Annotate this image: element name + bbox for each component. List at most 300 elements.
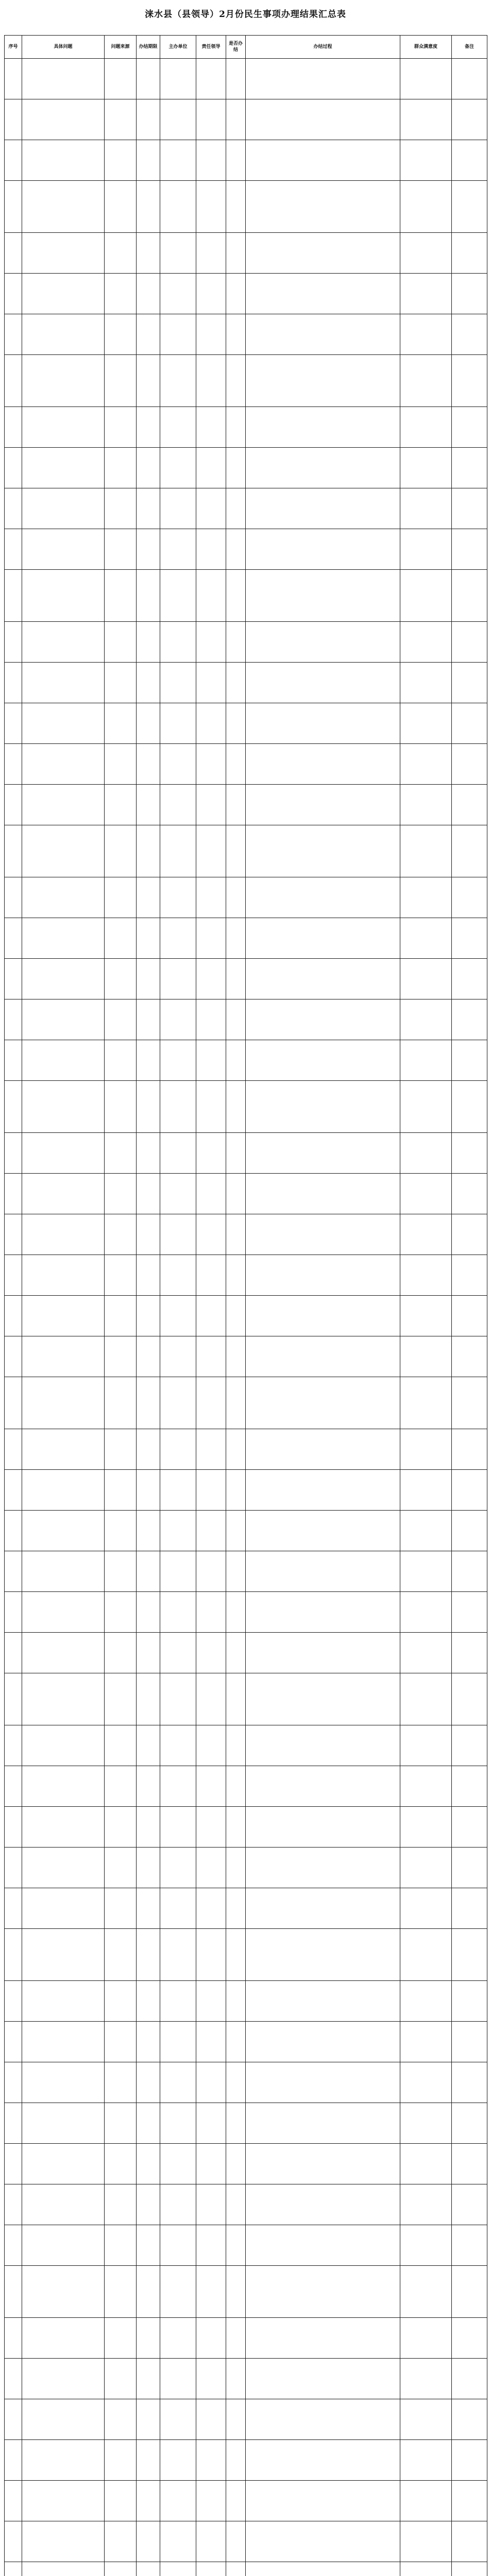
table-cell xyxy=(196,785,226,825)
table-cell xyxy=(226,999,246,1040)
table-cell xyxy=(196,59,226,99)
table-cell xyxy=(160,1040,196,1081)
table-cell xyxy=(196,1725,226,1766)
table-cell xyxy=(196,877,226,918)
table-cell xyxy=(452,1214,487,1255)
table-cell xyxy=(226,744,246,785)
table-cell xyxy=(105,2440,137,2481)
table-cell xyxy=(160,999,196,1040)
table-header-row xyxy=(5,36,487,59)
table-cell xyxy=(452,877,487,918)
table-cell xyxy=(160,1081,196,1133)
table-cell xyxy=(160,877,196,918)
table-cell xyxy=(105,1673,137,1725)
table-cell xyxy=(5,1470,22,1511)
table-cell xyxy=(22,1174,105,1214)
table-cell xyxy=(196,663,226,703)
table-cell xyxy=(137,785,160,825)
table-cell xyxy=(226,1255,246,1296)
table-cell xyxy=(400,1336,452,1377)
table-cell xyxy=(246,1725,400,1766)
table-row xyxy=(5,1040,487,1081)
table-row xyxy=(5,1255,487,1296)
table-cell xyxy=(105,2481,137,2521)
table-cell xyxy=(5,2062,22,2103)
table-cell xyxy=(105,2318,137,2359)
table-cell xyxy=(22,1929,105,1981)
table-cell xyxy=(246,1255,400,1296)
table-cell xyxy=(105,1766,137,1807)
table-cell xyxy=(226,529,246,570)
table-cell xyxy=(452,59,487,99)
table-cell xyxy=(105,1848,137,1888)
table-cell xyxy=(5,2521,22,2562)
table-cell xyxy=(22,140,105,181)
table-cell xyxy=(5,703,22,744)
table-row xyxy=(5,59,487,99)
table-cell xyxy=(246,1296,400,1336)
table-cell xyxy=(137,570,160,622)
table-cell xyxy=(105,355,137,407)
table-cell xyxy=(5,314,22,355)
table-cell xyxy=(226,2144,246,2184)
table-cell xyxy=(22,1633,105,1673)
table-cell xyxy=(105,744,137,785)
table-cell xyxy=(400,959,452,999)
table-cell xyxy=(5,2481,22,2521)
table-cell xyxy=(196,274,226,314)
table-cell xyxy=(246,1377,400,1429)
table-cell xyxy=(5,2399,22,2440)
table-cell xyxy=(452,1040,487,1081)
table-row xyxy=(5,181,487,233)
table-cell xyxy=(105,1551,137,1592)
table-cell xyxy=(22,1848,105,1888)
table-cell xyxy=(5,181,22,233)
table-cell xyxy=(22,1377,105,1429)
table-row xyxy=(5,314,487,355)
table-cell xyxy=(196,2062,226,2103)
table-cell xyxy=(400,2062,452,2103)
col-header: 办结过程 xyxy=(246,36,400,59)
table-cell xyxy=(160,99,196,140)
table-cell xyxy=(105,1174,137,1214)
table-cell xyxy=(246,1429,400,1470)
table-cell xyxy=(160,1766,196,1807)
table-cell xyxy=(137,2440,160,2481)
table-row xyxy=(5,570,487,622)
table-row xyxy=(5,877,487,918)
table-cell xyxy=(226,1766,246,1807)
table-cell xyxy=(196,314,226,355)
table-cell xyxy=(5,1336,22,1377)
table-cell xyxy=(22,1551,105,1592)
table-cell xyxy=(226,2481,246,2521)
table-cell xyxy=(137,1336,160,1377)
table-cell xyxy=(5,1592,22,1633)
table-cell xyxy=(160,448,196,488)
table-cell xyxy=(196,1551,226,1592)
table-cell xyxy=(246,825,400,877)
table-cell xyxy=(5,1511,22,1551)
table-cell xyxy=(246,59,400,99)
table-cell xyxy=(226,1336,246,1377)
table-cell xyxy=(226,181,246,233)
table-cell xyxy=(160,1807,196,1848)
table-cell xyxy=(196,570,226,622)
table-cell xyxy=(452,622,487,663)
table-cell xyxy=(5,1673,22,1725)
table-cell xyxy=(246,2440,400,2481)
table-cell xyxy=(137,877,160,918)
table-cell xyxy=(105,274,137,314)
table-cell xyxy=(160,2399,196,2440)
table-cell xyxy=(105,1336,137,1377)
table-cell xyxy=(226,1040,246,1081)
table-cell xyxy=(22,959,105,999)
table-cell xyxy=(400,999,452,1040)
table-cell xyxy=(196,1377,226,1429)
table-cell xyxy=(196,2481,226,2521)
table-cell xyxy=(246,1174,400,1214)
table-cell xyxy=(226,1133,246,1174)
table-cell xyxy=(400,703,452,744)
table-cell xyxy=(22,274,105,314)
table-cell xyxy=(137,2184,160,2225)
table-cell xyxy=(160,622,196,663)
table-cell xyxy=(452,529,487,570)
table-cell xyxy=(22,785,105,825)
table-row xyxy=(5,622,487,663)
table-cell xyxy=(400,2103,452,2144)
table-cell xyxy=(105,1377,137,1429)
table-cell xyxy=(105,233,137,274)
table-cell xyxy=(400,785,452,825)
table-cell xyxy=(400,2440,452,2481)
table-cell xyxy=(105,1429,137,1470)
table-cell xyxy=(5,999,22,1040)
table-cell xyxy=(160,1673,196,1725)
table-cell xyxy=(5,488,22,529)
table-cell xyxy=(452,181,487,233)
table-cell xyxy=(22,703,105,744)
table-cell xyxy=(226,1725,246,1766)
table-cell xyxy=(452,1807,487,1848)
table-cell xyxy=(105,59,137,99)
table-cell xyxy=(22,918,105,959)
table-cell xyxy=(452,2266,487,2318)
table-cell xyxy=(5,1725,22,1766)
table-cell xyxy=(196,529,226,570)
table-cell xyxy=(246,1807,400,1848)
table-cell xyxy=(137,274,160,314)
table-cell xyxy=(22,2022,105,2062)
table-cell xyxy=(160,1511,196,1551)
table-cell xyxy=(22,59,105,99)
table-cell xyxy=(452,1511,487,1551)
table-cell xyxy=(22,2225,105,2266)
table-row xyxy=(5,529,487,570)
table-cell xyxy=(5,1296,22,1336)
table-cell xyxy=(400,1981,452,2022)
table-cell xyxy=(5,529,22,570)
table-cell xyxy=(5,2103,22,2144)
table-cell xyxy=(160,59,196,99)
table-cell xyxy=(400,355,452,407)
table-cell xyxy=(160,488,196,529)
table-row xyxy=(5,233,487,274)
table-cell xyxy=(226,1673,246,1725)
table-cell xyxy=(160,1592,196,1633)
table-cell xyxy=(160,570,196,622)
table-cell xyxy=(226,2225,246,2266)
table-cell xyxy=(5,2318,22,2359)
table-cell xyxy=(105,407,137,448)
table-cell xyxy=(196,448,226,488)
table-row xyxy=(5,1551,487,1592)
table-cell xyxy=(160,2481,196,2521)
table-cell xyxy=(137,1174,160,1214)
table-cell xyxy=(452,1725,487,1766)
table-cell xyxy=(246,314,400,355)
table-cell xyxy=(226,2440,246,2481)
table-cell xyxy=(105,1214,137,1255)
table-cell xyxy=(5,2359,22,2399)
table-cell xyxy=(137,59,160,99)
table-cell xyxy=(160,1929,196,1981)
table-cell xyxy=(400,274,452,314)
table-cell xyxy=(226,59,246,99)
table-cell xyxy=(452,1255,487,1296)
table-cell xyxy=(137,407,160,448)
table-cell xyxy=(196,2359,226,2399)
table-cell xyxy=(196,1296,226,1336)
table-cell xyxy=(105,2225,137,2266)
table-cell xyxy=(160,825,196,877)
table-cell xyxy=(452,2481,487,2521)
table-cell xyxy=(400,1551,452,1592)
table-cell xyxy=(196,2184,226,2225)
table-cell xyxy=(400,1133,452,1174)
table-cell xyxy=(105,2359,137,2399)
table-cell xyxy=(452,1470,487,1511)
table-cell xyxy=(5,1551,22,1592)
table-cell xyxy=(196,1429,226,1470)
table-cell xyxy=(105,1040,137,1081)
table-cell xyxy=(160,1377,196,1429)
table-cell xyxy=(22,355,105,407)
table-cell xyxy=(400,2266,452,2318)
table-cell xyxy=(22,1296,105,1336)
table-cell xyxy=(400,1511,452,1551)
table-cell xyxy=(246,99,400,140)
table-cell xyxy=(452,2359,487,2399)
table-row xyxy=(5,785,487,825)
table-cell xyxy=(22,2399,105,2440)
table-cell xyxy=(160,918,196,959)
table-cell xyxy=(5,622,22,663)
table-cell xyxy=(22,407,105,448)
col-header: 办结期限 xyxy=(137,36,160,59)
table-cell xyxy=(196,407,226,448)
table-cell xyxy=(400,1888,452,1929)
table-cell xyxy=(400,1673,452,1725)
table-cell xyxy=(452,355,487,407)
table-cell xyxy=(400,1807,452,1848)
table-cell xyxy=(160,1296,196,1336)
table-cell xyxy=(226,1296,246,1336)
table-row xyxy=(5,1081,487,1133)
table-cell xyxy=(196,1592,226,1633)
table-cell xyxy=(196,2266,226,2318)
table-cell xyxy=(246,2144,400,2184)
table-cell xyxy=(246,181,400,233)
table-cell xyxy=(226,1551,246,1592)
table-cell xyxy=(196,918,226,959)
table-cell xyxy=(226,2103,246,2144)
table-row xyxy=(5,1633,487,1673)
table-cell xyxy=(226,2184,246,2225)
table-cell xyxy=(5,1807,22,1848)
table-cell xyxy=(452,918,487,959)
col-header: 备注 xyxy=(452,36,487,59)
table-row xyxy=(5,1929,487,1981)
table-cell xyxy=(196,1848,226,1888)
table-cell xyxy=(5,1377,22,1429)
table-cell xyxy=(5,1766,22,1807)
table-cell xyxy=(5,825,22,877)
table-cell xyxy=(400,2359,452,2399)
table-cell xyxy=(137,233,160,274)
table-cell xyxy=(226,959,246,999)
table-cell xyxy=(105,314,137,355)
table-cell xyxy=(22,622,105,663)
table-cell xyxy=(196,2022,226,2062)
table-cell xyxy=(452,1633,487,1673)
table-cell xyxy=(452,2022,487,2062)
table-cell xyxy=(196,825,226,877)
table-cell xyxy=(246,959,400,999)
table-row xyxy=(5,2481,487,2521)
table-cell xyxy=(226,2399,246,2440)
table-cell xyxy=(452,1981,487,2022)
table-cell xyxy=(400,1429,452,1470)
table-cell xyxy=(137,1633,160,1673)
table-cell xyxy=(246,1214,400,1255)
table-cell xyxy=(246,785,400,825)
table-cell xyxy=(196,1766,226,1807)
table-cell xyxy=(137,355,160,407)
table-cell xyxy=(160,2184,196,2225)
table-row xyxy=(5,1377,487,1429)
table-cell xyxy=(400,488,452,529)
table-cell xyxy=(452,2399,487,2440)
table-cell xyxy=(5,2022,22,2062)
table-cell xyxy=(160,663,196,703)
table-cell xyxy=(196,1133,226,1174)
table-cell xyxy=(452,1551,487,1592)
table-cell xyxy=(137,1807,160,1848)
table-row xyxy=(5,1511,487,1551)
table-cell xyxy=(196,2562,226,2576)
table-cell xyxy=(452,2225,487,2266)
table-cell xyxy=(5,877,22,918)
table-cell xyxy=(160,2103,196,2144)
table-cell xyxy=(22,1336,105,1377)
table-cell xyxy=(137,1551,160,1592)
table-cell xyxy=(137,918,160,959)
table-cell xyxy=(105,1888,137,1929)
table-cell xyxy=(5,1848,22,1888)
table-cell xyxy=(452,2318,487,2359)
table-cell xyxy=(105,570,137,622)
results-table xyxy=(4,35,487,2576)
table-cell xyxy=(226,2562,246,2576)
col-header: 是否办结 xyxy=(226,36,246,59)
table-cell xyxy=(226,1081,246,1133)
table-cell xyxy=(400,1296,452,1336)
table-cell xyxy=(226,1981,246,2022)
table-cell xyxy=(452,407,487,448)
table-cell xyxy=(196,1470,226,1511)
table-cell xyxy=(196,1888,226,1929)
table-cell xyxy=(226,1511,246,1551)
table-cell xyxy=(137,2521,160,2562)
table-cell xyxy=(246,1592,400,1633)
table-cell xyxy=(137,2318,160,2359)
table-cell xyxy=(22,1081,105,1133)
table-cell xyxy=(246,2359,400,2399)
table-cell xyxy=(226,1929,246,1981)
table-row xyxy=(5,2359,487,2399)
table-cell xyxy=(137,314,160,355)
table-cell xyxy=(400,529,452,570)
table-row xyxy=(5,1336,487,1377)
table-cell xyxy=(226,2521,246,2562)
table-row xyxy=(5,140,487,181)
table-cell xyxy=(137,1081,160,1133)
table-cell xyxy=(452,2144,487,2184)
table-cell xyxy=(196,1673,226,1725)
table-cell xyxy=(400,181,452,233)
table-cell xyxy=(137,2103,160,2144)
table-cell xyxy=(452,1081,487,1133)
table-cell xyxy=(400,663,452,703)
table-cell xyxy=(452,1848,487,1888)
table-cell xyxy=(196,2318,226,2359)
table-cell xyxy=(246,2184,400,2225)
table-cell xyxy=(5,1888,22,1929)
table-cell xyxy=(22,488,105,529)
table-cell xyxy=(137,2562,160,2576)
table-cell xyxy=(105,1511,137,1551)
table-cell xyxy=(22,2266,105,2318)
table-cell xyxy=(22,1725,105,1766)
table-cell xyxy=(246,1888,400,1929)
table-cell xyxy=(137,181,160,233)
table-cell xyxy=(196,1255,226,1296)
table-cell xyxy=(160,1981,196,2022)
table-cell xyxy=(196,999,226,1040)
table-cell xyxy=(246,1040,400,1081)
table-cell xyxy=(400,1470,452,1511)
table-cell xyxy=(246,2481,400,2521)
table-row xyxy=(5,663,487,703)
table-cell xyxy=(400,877,452,918)
table-cell xyxy=(105,918,137,959)
table-cell xyxy=(196,1807,226,1848)
table-cell xyxy=(137,1766,160,1807)
